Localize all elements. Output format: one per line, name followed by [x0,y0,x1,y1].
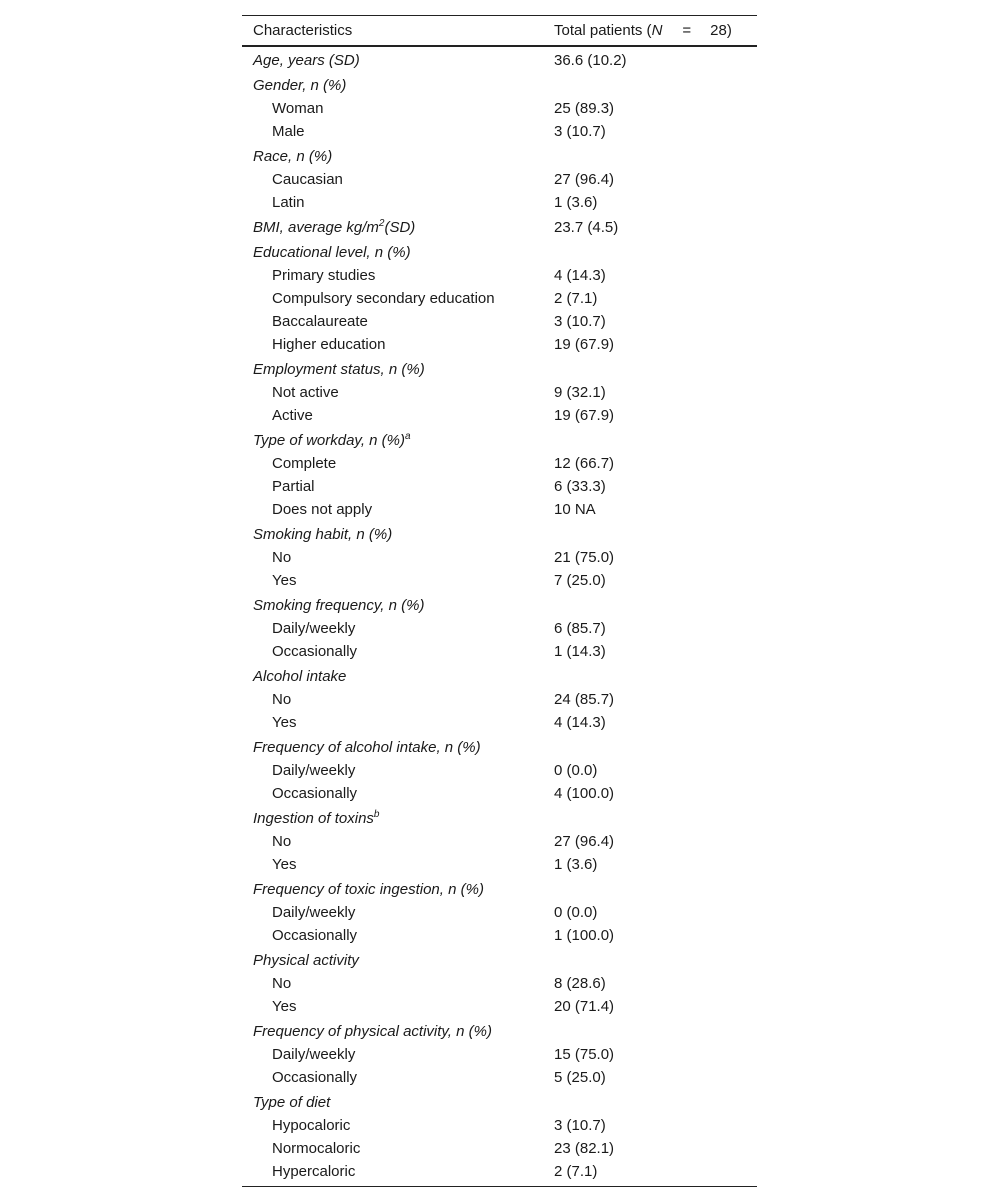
header-total-prefix: Total patients ( [554,22,652,39]
row-label [242,267,554,284]
row-label-text: Caucasian [272,171,343,188]
table-row [242,853,757,876]
row-value: 24 (85.7) [554,691,615,708]
row-label [242,998,554,1015]
row-label [242,785,554,802]
table-group-row [242,734,757,759]
table-group-row [242,876,757,901]
row-value: 4 (14.3) [554,714,606,731]
footnote-marker: 2 [378,218,385,229]
table-row [242,617,757,640]
table-group-row [242,805,757,830]
row-label [242,572,554,589]
row-label [242,643,554,660]
row-label-text: Active [272,407,313,424]
header-characteristics: Characteristics [253,22,353,39]
row-label-text: No [272,549,292,566]
row-label-text: Baccalaureate [272,313,368,330]
table-group-row [242,663,757,688]
table-row [242,782,757,805]
row-label-text: Ingestion of toxins [253,810,374,827]
row-value: 9 (32.1) [554,384,606,401]
row-value: 0 (0.0) [554,762,598,779]
row-label-suffix: (SD) [384,219,416,236]
table-row [242,452,757,475]
table-group-row [242,592,757,617]
row-label-text: Compulsory secondary education [272,290,495,307]
table-row [242,711,757,734]
row-label [242,478,554,495]
header-n-value: 28) [710,22,732,39]
row-value: 20 (71.4) [554,998,615,1015]
row-label [242,739,554,756]
table-row [242,640,757,663]
row-label-text: Alcohol intake [253,668,347,685]
row-label-text: Complete [272,455,337,472]
row-label [242,597,554,614]
footnote-marker: b [373,809,380,820]
row-label [242,714,554,731]
row-label [242,952,554,969]
row-label-text: Employment status, n (%) [253,361,425,378]
table-row [242,287,757,310]
row-label-text: Smoking frequency, n (%) [253,597,425,614]
table-row [242,404,757,427]
row-label-text: Age, years (SD) [253,52,360,69]
row-label [242,313,554,330]
row-label-text: Type of diet [253,1094,331,1111]
row-label [242,148,554,165]
row-label [242,100,554,117]
row-label-text: Frequency of alcohol intake, n (%) [253,739,481,756]
row-value: 19 (67.9) [554,336,615,353]
row-label-text: Daily/weekly [272,762,356,779]
row-label-text: Daily/weekly [272,904,356,921]
row-value: 7 (25.0) [554,572,606,589]
row-value: 2 (7.1) [554,1163,598,1180]
row-value: 6 (33.3) [554,478,606,495]
table-row [242,830,757,853]
row-label [242,384,554,401]
table-row [242,120,757,143]
row-label [242,77,554,94]
row-label-text: Educational level, n (%) [253,244,411,261]
table-group-row [242,356,757,381]
row-label-text: Frequency of physical activity, n (%) [253,1023,492,1040]
row-value: 4 (14.3) [554,267,606,284]
table-row [242,995,757,1018]
row-value: 0 (0.0) [554,904,598,921]
row-label [242,407,554,424]
row-label [242,1140,554,1157]
table-row [242,1043,757,1066]
row-value: 2 (7.1) [554,290,598,307]
table-group-row [242,239,757,264]
table-group-row [242,1018,757,1043]
table-group-row [242,521,757,546]
table-row [242,569,757,592]
row-label [242,336,554,353]
row-value: 27 (96.4) [554,833,615,850]
row-label-text: Yes [272,998,297,1015]
header-total-patients [554,22,757,39]
row-label [242,549,554,566]
row-value: 5 (25.0) [554,1069,606,1086]
row-label [242,856,554,873]
row-label [242,881,554,898]
row-label-text: BMI, average kg/m [253,219,379,236]
row-label [242,927,554,944]
row-label-text: Occasionally [272,927,358,944]
row-label [242,244,554,261]
row-label-text: No [272,975,292,992]
row-value: 6 (85.7) [554,620,606,637]
table-group-row [242,427,757,452]
row-label-text: Type of workday, n (%) [253,432,405,449]
table-body [242,47,757,1186]
row-label [242,1046,554,1063]
row-label-text: Partial [272,478,315,495]
header-n-symbol: N [651,22,663,39]
row-label-text: Yes [272,856,297,873]
table-row [242,168,757,191]
table-row [242,546,757,569]
row-label-text: Smoking habit, n (%) [253,526,393,543]
row-label-text: Physical activity [253,952,359,969]
row-label [242,1163,554,1180]
table-row [242,972,757,995]
row-value: 12 (66.7) [554,455,615,472]
table-group-row [242,947,757,972]
table-row [242,191,757,214]
row-label [242,501,554,518]
table-header [242,16,757,47]
row-label [242,432,554,449]
row-label [242,810,554,827]
row-value: 8 (28.6) [554,975,606,992]
row-value: 36.6 (10.2) [554,52,627,69]
row-label-text: Daily/weekly [272,620,356,637]
table-row [242,333,757,356]
row-label-text: Normocaloric [272,1140,361,1157]
row-label-text: Frequency of toxic ingestion, n (%) [253,881,484,898]
row-label [242,762,554,779]
row-label-text: Latin [272,194,305,211]
row-label-text: Gender, n (%) [253,77,347,94]
table-row [242,475,757,498]
row-label [242,668,554,685]
row-value: 23 (82.1) [554,1140,615,1157]
table-group-row [242,143,757,168]
table-group-row [242,72,757,97]
row-label-text: Yes [272,714,297,731]
table-row [242,1160,757,1183]
table-row [242,688,757,711]
table-row [242,97,757,120]
row-label-text: Does not apply [272,501,373,518]
table-row [242,759,757,782]
row-label-text: Male [272,123,305,140]
row-label [242,904,554,921]
row-value: 1 (14.3) [554,643,606,660]
table-row [242,498,757,521]
row-label [242,123,554,140]
row-value: 21 (75.0) [554,549,615,566]
row-value: 27 (96.4) [554,171,615,188]
row-value: 3 (10.7) [554,313,606,330]
row-label-text: Primary studies [272,267,376,284]
row-value: 19 (67.9) [554,407,615,424]
table-row [242,1066,757,1089]
row-value: 23.7 (4.5) [554,219,619,236]
row-label [242,171,554,188]
row-label-text: Occasionally [272,785,358,802]
row-label [242,975,554,992]
table-group-row [242,47,757,72]
row-label-text: Hypercaloric [272,1163,356,1180]
row-label-text: Yes [272,572,297,589]
table-row [242,1114,757,1137]
row-label [242,194,554,211]
table-group-row [242,1089,757,1114]
row-value: 3 (10.7) [554,1117,606,1134]
row-value: 1 (3.6) [554,194,598,211]
row-label [242,219,554,236]
table-row [242,1137,757,1160]
table-row [242,310,757,333]
table-group-row [242,214,757,239]
table-row [242,264,757,287]
row-label [242,290,554,307]
row-label [242,1117,554,1134]
table-row [242,901,757,924]
row-label-text: Race, n (%) [253,148,333,165]
row-label-text: No [272,691,292,708]
row-value: 25 (89.3) [554,100,615,117]
footnote-marker: a [405,431,411,442]
row-label [242,526,554,543]
row-label [242,620,554,637]
header-equals: = [682,22,692,39]
row-label-text: Not active [272,384,339,401]
row-label-text: Occasionally [272,1069,358,1086]
row-label [242,1069,554,1086]
row-label [242,1023,554,1040]
row-value: 15 (75.0) [554,1046,615,1063]
row-label [242,361,554,378]
table-row [242,381,757,404]
row-label-text: Occasionally [272,643,358,660]
row-value: 3 (10.7) [554,123,606,140]
row-label [242,455,554,472]
row-label-text: Hypocaloric [272,1117,351,1134]
row-label [242,833,554,850]
row-label [242,52,554,69]
row-value: 1 (100.0) [554,927,615,944]
row-label-text: Daily/weekly [272,1046,356,1063]
row-value: 4 (100.0) [554,785,615,802]
row-value: 1 (3.6) [554,856,598,873]
row-label-text: Woman [272,100,324,117]
row-label [242,1094,554,1111]
row-value: 10 NA [554,501,596,518]
row-label [242,691,554,708]
row-label-text: No [272,833,292,850]
table-row [242,924,757,947]
characteristics-table [242,15,757,1187]
row-label-text: Higher education [272,336,386,353]
